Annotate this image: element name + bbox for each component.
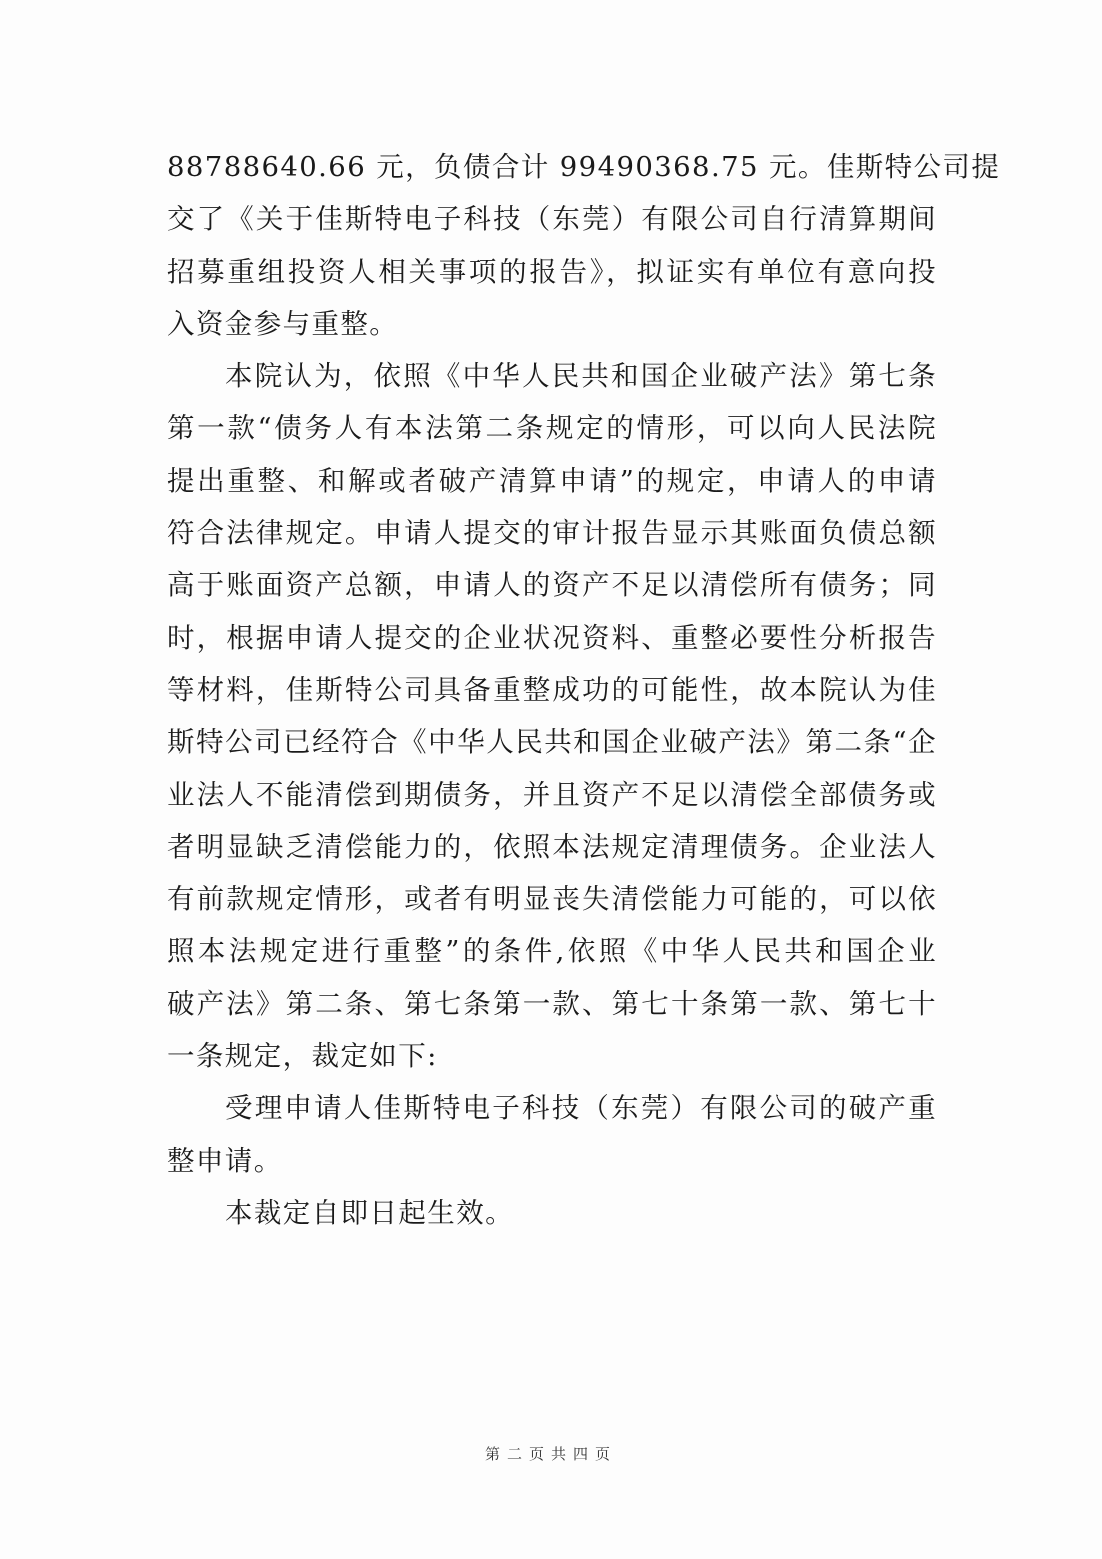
page-number-footer: 第二页共四页 xyxy=(484,1445,617,1463)
paragraph-line: 照本法规定进行重整”的条件,依照《中华人民共和国企业 xyxy=(167,935,937,968)
paragraph-line: 交了《关于佳斯特电子科技（东莞）有限公司自行清算期间 xyxy=(167,203,937,236)
paragraph-line: 业法人不能清偿到期债务，并且资产不足以清偿全部债务或 xyxy=(167,778,937,811)
paragraph-line: 入资金参与重整。 xyxy=(167,307,399,340)
effective-statement-line: 本裁定自即日起生效。 xyxy=(225,1196,514,1229)
paragraph-line: 第一款“债务人有本法第二条规定的情形，可以向人民法院 xyxy=(167,412,937,445)
ruling-decision-line: 整申请。 xyxy=(167,1144,283,1177)
paragraph-line: 符合法律规定。申请人提交的审计报告显示其账面负债总额 xyxy=(167,517,937,550)
paragraph-line: 本院认为，依照《中华人民共和国企业破产法》第七条 xyxy=(225,360,937,393)
paragraph-line: 者明显缺乏清偿能力的，依照本法规定清理债务。企业法人 xyxy=(167,830,937,863)
paragraph-line: 斯特公司已经符合《中华人民共和国企业破产法》第二条“企 xyxy=(167,726,937,759)
ruling-body-text xyxy=(167,141,1001,1239)
paragraph-line: 88788640.66 元，负债合计 99490368.75 元。佳斯特公司提 xyxy=(167,151,1001,183)
ruling-decision-line: 受理申请人佳斯特电子科技（东莞）有限公司的破产重 xyxy=(225,1092,937,1125)
paragraph-line: 破产法》第二条、第七条第一款、第七十条第一款、第七十 xyxy=(167,987,937,1020)
paragraph-line: 提出重整、和解或者破产清算申请”的规定，申请人的申请 xyxy=(167,464,937,497)
paragraph-line: 有前款规定情形，或者有明显丧失清偿能力可能的，可以依 xyxy=(167,883,937,916)
paragraph-line: 招募重组投资人相关事项的报告》，拟证实有单位有意向投 xyxy=(167,255,937,288)
paragraph-line: 高于账面资产总额，申请人的资产不足以清偿所有债务；同 xyxy=(167,569,937,602)
paragraph-line: 时，根据申请人提交的企业状况资料、重整必要性分析报告 xyxy=(167,621,937,654)
paragraph-line: 等材料，佳斯特公司具备重整成功的可能性，故本院认为佳 xyxy=(167,673,937,706)
paragraph-line: 一条规定，裁定如下: xyxy=(167,1040,438,1073)
